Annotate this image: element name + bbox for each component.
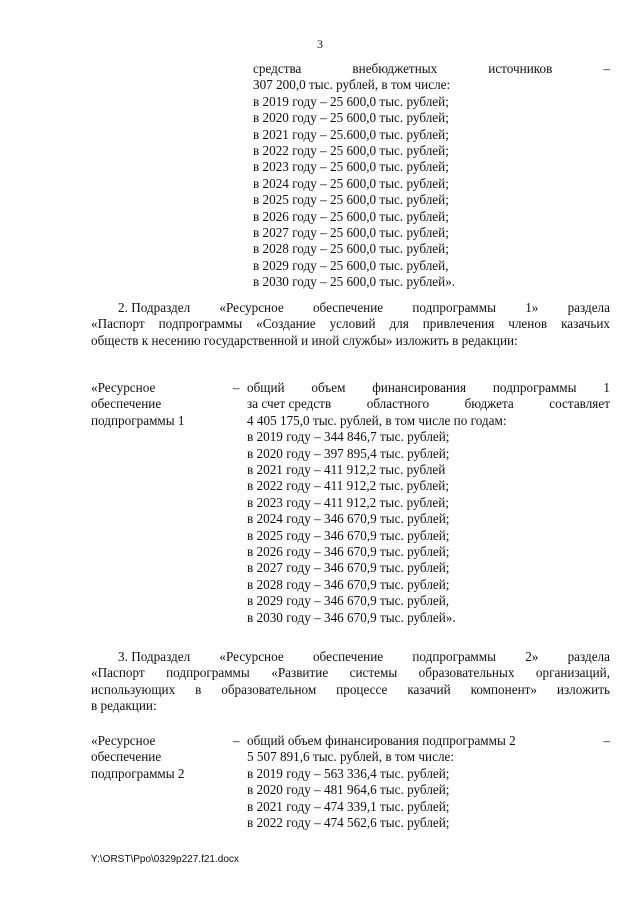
page-number: 3 (317, 37, 323, 51)
word: за счет средств (247, 396, 332, 412)
value-line: в 2025 году – 346 670,9 тыс. рублей; (247, 527, 450, 543)
word: привлечения (422, 316, 495, 332)
value-line: в 2024 году – 346 670,9 тыс. рублей; (247, 511, 450, 527)
word: источников (488, 61, 553, 76)
word: 3. Подраздел (118, 649, 191, 664)
section-2-label (91, 380, 231, 429)
funding-line: в 2025 году – 25 600,0 тыс. рублей; (253, 192, 449, 208)
footer-file-path: Y:\ORST\Ppo\0329p227.f21.docx (91, 854, 239, 865)
label-line: обеспечение (91, 749, 162, 765)
section-3-dash: – (233, 733, 240, 748)
funding-line: в 2028 году – 25 600,0 тыс. рублей; (253, 241, 449, 257)
word: 2» (525, 649, 539, 664)
word: «Паспорт (91, 665, 145, 681)
paragraph-line (91, 300, 610, 316)
paragraph-line (91, 316, 610, 332)
label-line: обеспечение (91, 396, 162, 412)
word: составляет (549, 396, 610, 412)
word: раздела (567, 300, 610, 315)
word: системы (349, 665, 398, 681)
value-line: в 2022 году – 411 912,2 тыс. рублей; (247, 478, 449, 494)
value-line: в 2022 году – 474 562,6 тыс. рублей; (247, 815, 450, 831)
value-line (247, 396, 610, 412)
value-line: в 2020 году – 397 895,4 тыс. рублей; (247, 445, 450, 461)
funding-line: в 2026 году – 25 600,0 тыс. рублей; (253, 208, 449, 224)
funding-header-line (253, 61, 610, 77)
word: в (195, 681, 202, 697)
value-line: 5 507 891,6 тыс. рублей, в том числе: (247, 749, 455, 765)
funding-line: в 2019 году – 25 600,0 тыс. рублей; (253, 93, 449, 109)
word: обеспечение (312, 300, 384, 315)
word: обществ к несению государственной и иной службы» изложить в редакции: (91, 332, 518, 348)
label-line: «Ресурсное (91, 380, 156, 395)
paragraph-line (91, 682, 610, 698)
word: «Создание (256, 316, 316, 332)
word: казачий (407, 681, 451, 697)
word: областного (366, 396, 430, 412)
word: подпрограммы (412, 649, 496, 664)
word: средства (253, 61, 302, 76)
paragraph-line (91, 649, 610, 665)
word: «Ресурсное (219, 649, 284, 664)
value-line: в 2029 году – 346 670,9 тыс. рублей, (247, 593, 450, 609)
word: образовательном (221, 681, 317, 697)
word: в редакции: (91, 698, 157, 714)
funding-line: в 2023 году – 25 600,0 тыс. рублей; (253, 159, 449, 175)
paragraph-line (91, 698, 610, 714)
section-2-paragraph (91, 300, 610, 349)
word: компонент» (470, 681, 537, 697)
word: подпрограммы (492, 380, 577, 395)
paragraph-line (91, 333, 610, 349)
value-line (247, 733, 610, 749)
word: изложить (556, 681, 610, 697)
value-line: в 2030 году – 346 670,9 тыс. рублей». (247, 609, 456, 625)
value-line: в 2028 году – 346 670,9 тыс. рублей; (247, 576, 450, 592)
section-3-funding-values (247, 733, 610, 831)
word: казачьих (561, 316, 610, 332)
word: финансирования (372, 380, 467, 395)
funding-line: в 2024 году – 25 600,0 тыс. рублей; (253, 175, 449, 191)
word: – (603, 733, 610, 748)
funding-line: в 2027 году – 25 600,0 тыс. рублей; (253, 225, 449, 241)
funding-line: в 2020 году – 25 600,0 тыс. рублей; (253, 110, 449, 126)
value-line: в 2026 году – 346 670,9 тыс. рублей; (247, 544, 450, 560)
value-line: в 2021 году – 411 912,2 тыс. рублей (247, 462, 446, 478)
word: процессе (336, 681, 388, 697)
word: общий (247, 380, 285, 395)
word: внебюджетных (352, 61, 438, 76)
value-line: в 2021 году – 474 339,1 тыс. рублей; (247, 798, 450, 814)
value-line: в 2019 году – 344 846,7 тыс. рублей; (247, 429, 450, 445)
word: членов (508, 316, 548, 332)
funding-line: в 2022 году – 25 600,0 тыс. рублей; (253, 143, 449, 159)
funding-line: 307 200,0 тыс. рублей, в том числе: (253, 77, 451, 93)
word: для (389, 316, 409, 332)
section-2-funding-values (247, 380, 610, 626)
word: бюджета (464, 396, 514, 412)
word: раздела (567, 649, 610, 664)
word: – (603, 61, 610, 76)
word: «Ресурсное (219, 300, 284, 315)
section-3-paragraph (91, 649, 610, 715)
word: «Паспорт (91, 316, 145, 332)
word: использующих (91, 681, 176, 697)
value-line: в 2019 году – 563 336,4 тыс. рублей; (247, 765, 450, 781)
word: подпрограммы (166, 665, 250, 681)
value-line (247, 380, 610, 396)
funding-line: в 2021 году – 25.600,0 тыс. рублей; (253, 126, 449, 142)
word: образовательных (418, 665, 515, 681)
word: подпрограммы (158, 316, 243, 332)
word: подпрограммы (412, 300, 496, 315)
label-line: подпрограммы 1 (91, 412, 185, 428)
funding-line: в 2029 году – 25 600,0 тыс. рублей, (253, 257, 449, 273)
word: 2. Подраздел (118, 300, 191, 315)
word: условий (329, 316, 376, 332)
section-3-label (91, 733, 231, 782)
word: 1 (603, 380, 610, 395)
section-2-dash: – (233, 380, 240, 395)
label-line: подпрограммы 2 (91, 765, 185, 781)
word: «Развитие (271, 665, 329, 681)
word: общий объем финансирования подпрограммы 2 (247, 733, 516, 748)
value-line: 4 405 175,0 тыс. рублей, в том числе по годам: (247, 412, 507, 428)
word: 1» (525, 300, 539, 315)
extrabudget-funding-block (253, 61, 610, 291)
word: обеспечение (312, 649, 384, 664)
paragraph-line (91, 665, 610, 681)
funding-line: в 2030 году – 25 600,0 тыс. рублей». (253, 274, 456, 290)
label-line: «Ресурсное (91, 733, 156, 748)
value-line: в 2020 году – 481 964,6 тыс. рублей; (247, 782, 450, 798)
value-line: в 2023 году – 411 912,2 тыс. рублей; (247, 494, 449, 510)
word: организаций, (535, 665, 610, 681)
word: объем (311, 380, 346, 395)
value-line: в 2027 году – 346 670,9 тыс. рублей; (247, 560, 450, 576)
